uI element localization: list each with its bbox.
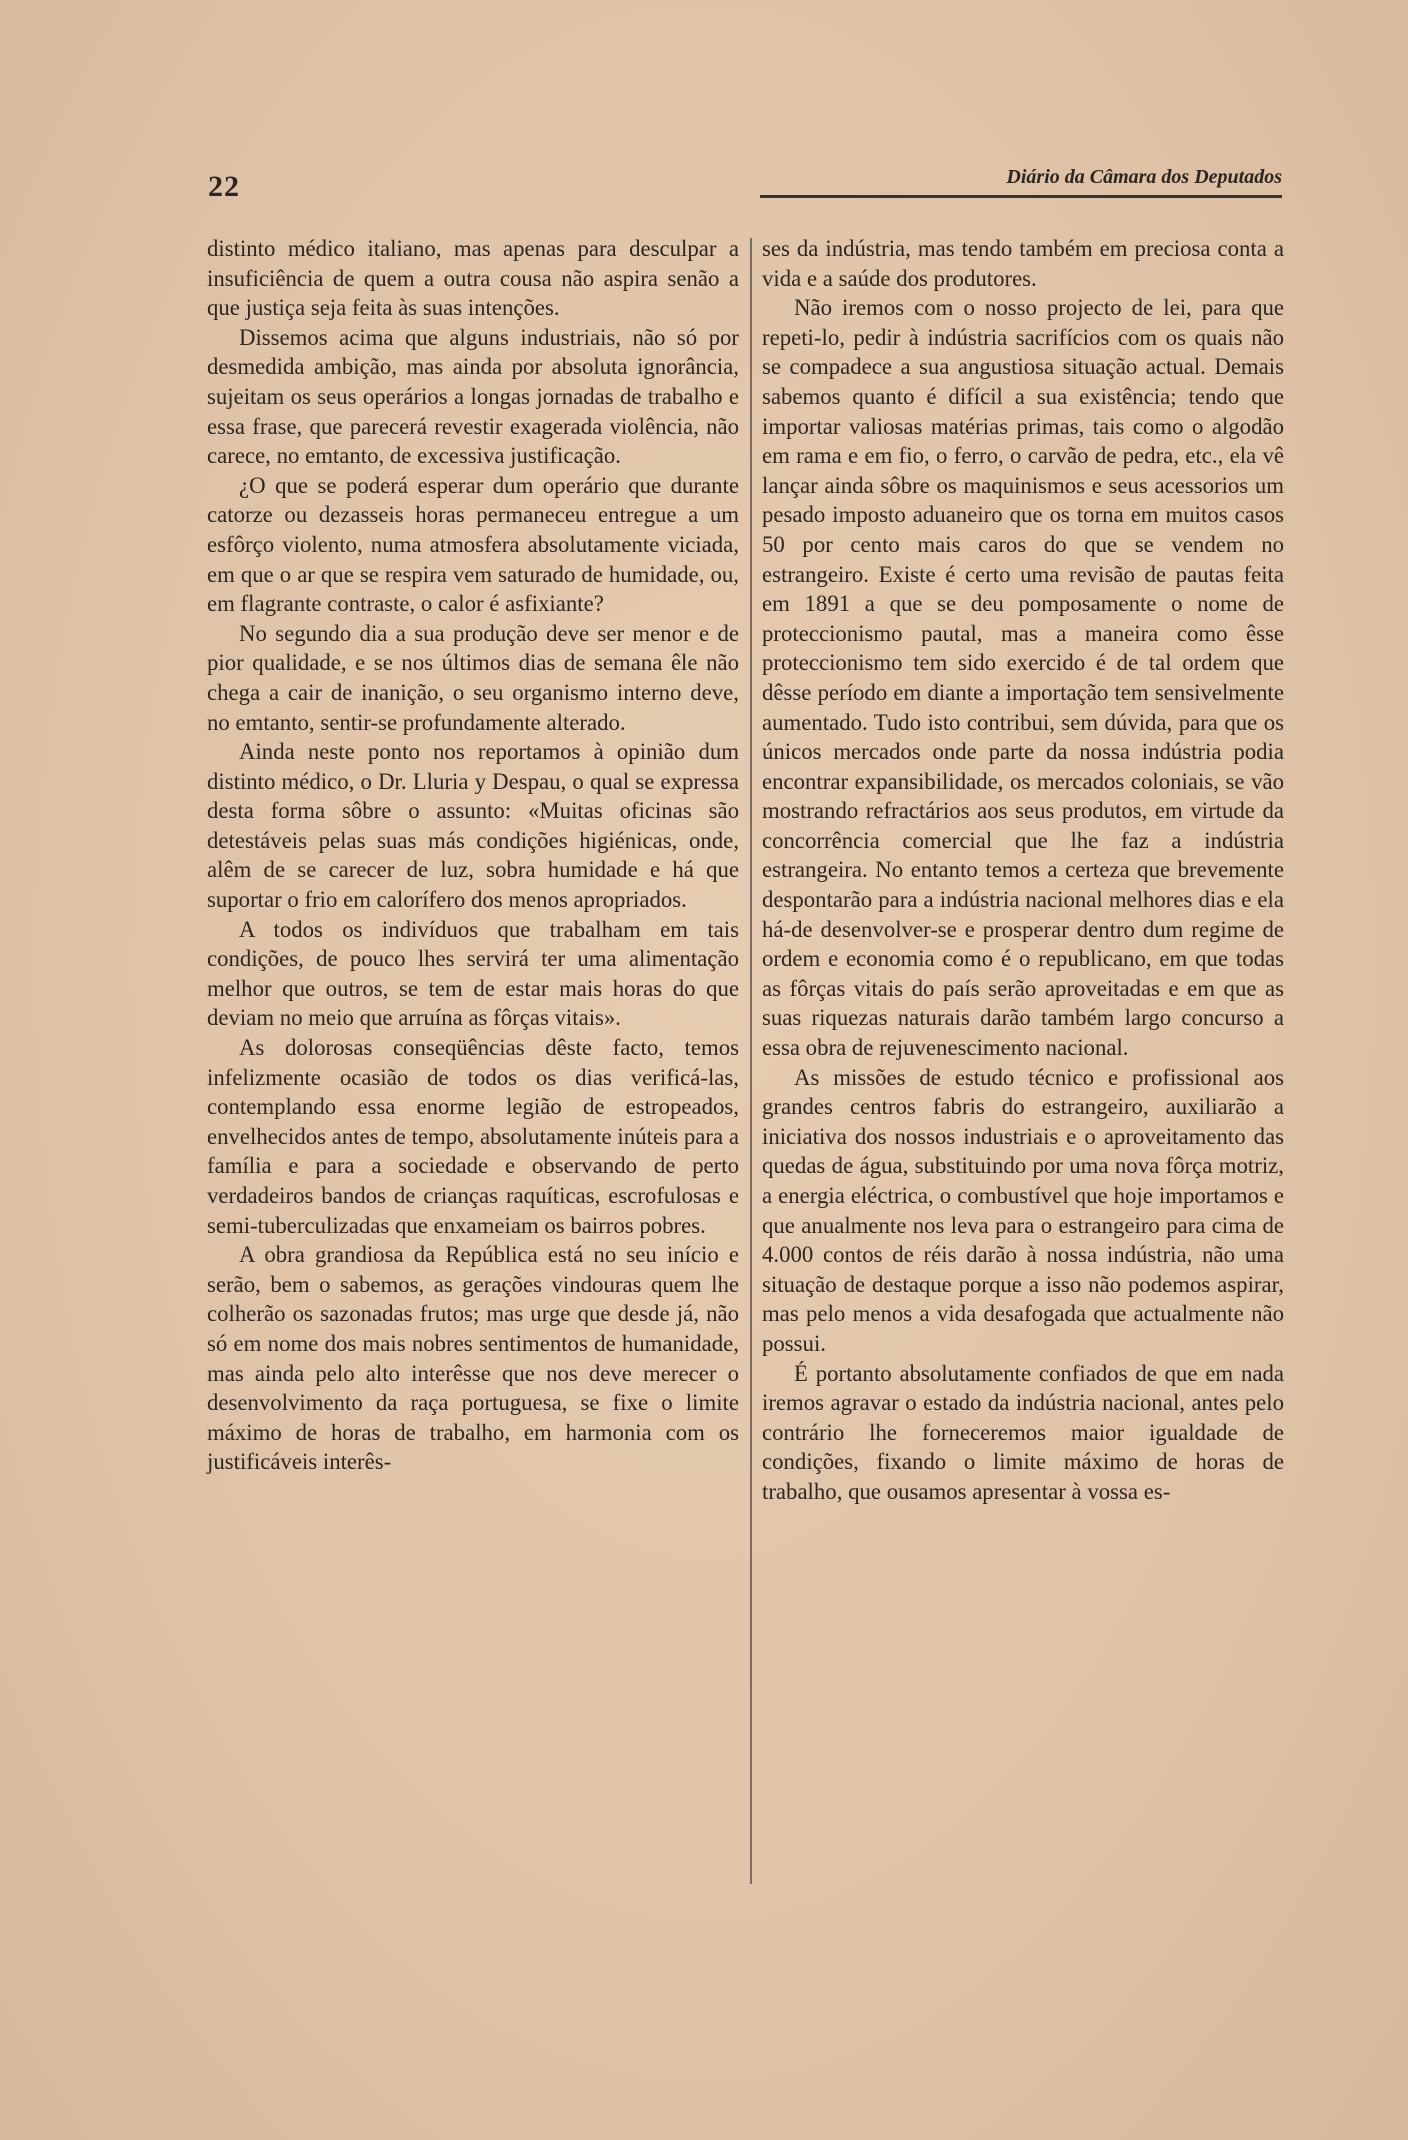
paragraph: As dolorosas conseqüências dêste facto, temos infelizmente ocasião de todos os dias verificá-las, contemplando essa enorme legião de estropeados, envelhecidos antes de tempo, absolutamente inúteis para a família e para a sociedade e observando de perto verdadeiros bandos de crianças raquíticas, escrofulosas e semi-tuberculizadas que enxameiam os bairros pobres. bbox=[207, 1035, 739, 1238]
page-number: 22 bbox=[208, 170, 240, 203]
paragraph: No segundo dia a sua produção deve ser menor e de pior qualidade, e se nos últimos dias de semana êle não chega a cair de inanição, o seu organismo interno deve, no emtanto, sentir-se profundamente alterado. bbox=[207, 620, 739, 735]
paragraph: ses da indústria, mas tendo também em preciosa conta a vida e a saúde dos produtores. bbox=[762, 236, 1284, 291]
column-divider bbox=[750, 238, 752, 1884]
paragraph: Não iremos com o nosso projecto de lei, para que repeti-lo, pedir à indústria sacrifícios com os quais não se compadece a sua angustiosa situação actual. Demais sabemos quanto é difícil a sua existência; tendo que importar valiosas matérias primas, tais como o algodão em rama e em fio, o ferro, o carvão de pedra, etc., ela vê lançar ainda sôbre os maquinismos e seus acessorios um pesado imposto aduaneiro que os torna em muitos casos 50 por cento mais caros do que se vendem no estrangeiro. Existe é certo uma revisão de pautas feita em 1891 a que se deu pomposamente o nome de proteccionismo pautal, mas a maneira como êsse proteccionismo tem sido exercido é de tal ordem que dêsse período em diante a importação tem sensivelmente aumentado. Tudo isto contribui, sem dúvida, para que os únicos mercados onde parte da nossa indústria podia encontrar expansibilidade, os mercados coloniais, se vão mostrando refractários aos seus produtos, em virtude da concorrência comercial que lhe faz a indústria estrangeira. No entanto temos a certeza que brevemente despontarão para a indústria nacional melhores dias e ela há-de desenvolver-se e prosperar dentro dum regime de ordem e economia como é o republicano, em que todas as fôrças vitais do país serão aproveitadas e em que as suas riquezas naturais darão também largo concurso a essa obra de rejuvenescimento nacional. bbox=[762, 295, 1284, 1061]
paragraph: Dissemos acima que alguns industriais, não só por desmedida ambição, mas ainda por absoluta ignorância, sujeitam os seus operários a longas jornadas de trabalho e essa frase, que parecerá revestir exagerada violência, não carece, no emtanto, de excessiva justificação. bbox=[207, 324, 739, 469]
paragraph: distinto médico italiano, mas apenas para desculpar a insuficiência de quem a outra cousa não aspira senão a que justiça seja feita às suas intenções. bbox=[207, 236, 739, 321]
paragraph: A todos os indivíduos que trabalham em tais condições, de pouco lhes servirá ter uma alimentação melhor que outros, se tem de estar mais horas do que deviam no meio que arruína as fôrças vitais». bbox=[207, 916, 739, 1031]
paragraph: Ainda neste ponto nos reportamos à opinião dum distinto médico, o Dr. Lluria y Despau, o qual se expressa desta forma sôbre o assunto: «Muitas oficinas são detestáveis pelas suas más condições higiénicas, onde, alêm de se carecer de luz, sobra humidade e há que suportar o frio em calorífero dos menos apropriados. bbox=[207, 739, 739, 913]
right-column bbox=[762, 234, 1284, 1507]
paragraph: ¿O que se poderá esperar dum operário que durante catorze ou dezasseis horas permaneceu entregue a um esfôrço violento, numa atmosfera absolutamente viciada, em que o ar que se respira vem saturado de humidade, ou, em flagrante contraste, o calor é asfixiante? bbox=[207, 472, 739, 617]
left-column bbox=[207, 234, 739, 1477]
paragraph: As missões de estudo técnico e profissional aos grandes centros fabris do estrangeiro, auxiliarão a iniciativa dos nossos industriais e o aproveitamento das quedas de água, substituindo por uma nova fôrça motriz, a energia eléctrica, o combustível que hoje importamos e que anualmente nos leva para o estrangeiro para cima de 4.000 contos de réis darão à nossa indústria, não uma situação de destaque porque a isso não podemos aspirar, mas pelo menos a vida desafogada que actualmente não possui. bbox=[762, 1064, 1284, 1356]
running-title: Diário da Câmara dos Deputados bbox=[760, 166, 1282, 198]
paragraph: A obra grandiosa da República está no seu início e serão, bem o sabemos, as gerações vindouras quem lhe colherão os sazonadas frutos; mas urge que desde já, não só em nome dos mais nobres sentimentos de humanidade, mas ainda pelo alto interêsse que nos deve merecer o desenvolvimento da raça portuguesa, se fixe o limite máximo de horas de trabalho, em harmonia com os justificáveis interês- bbox=[207, 1242, 739, 1475]
paragraph: É portanto absolutamente confiados de que em nada iremos agravar o estado da indústria nacional, antes pelo contrário lhe forneceremos maior igualdade de condições, fixando o limite máximo de horas de trabalho, que ousamos apresentar à vossa es- bbox=[762, 1360, 1284, 1504]
